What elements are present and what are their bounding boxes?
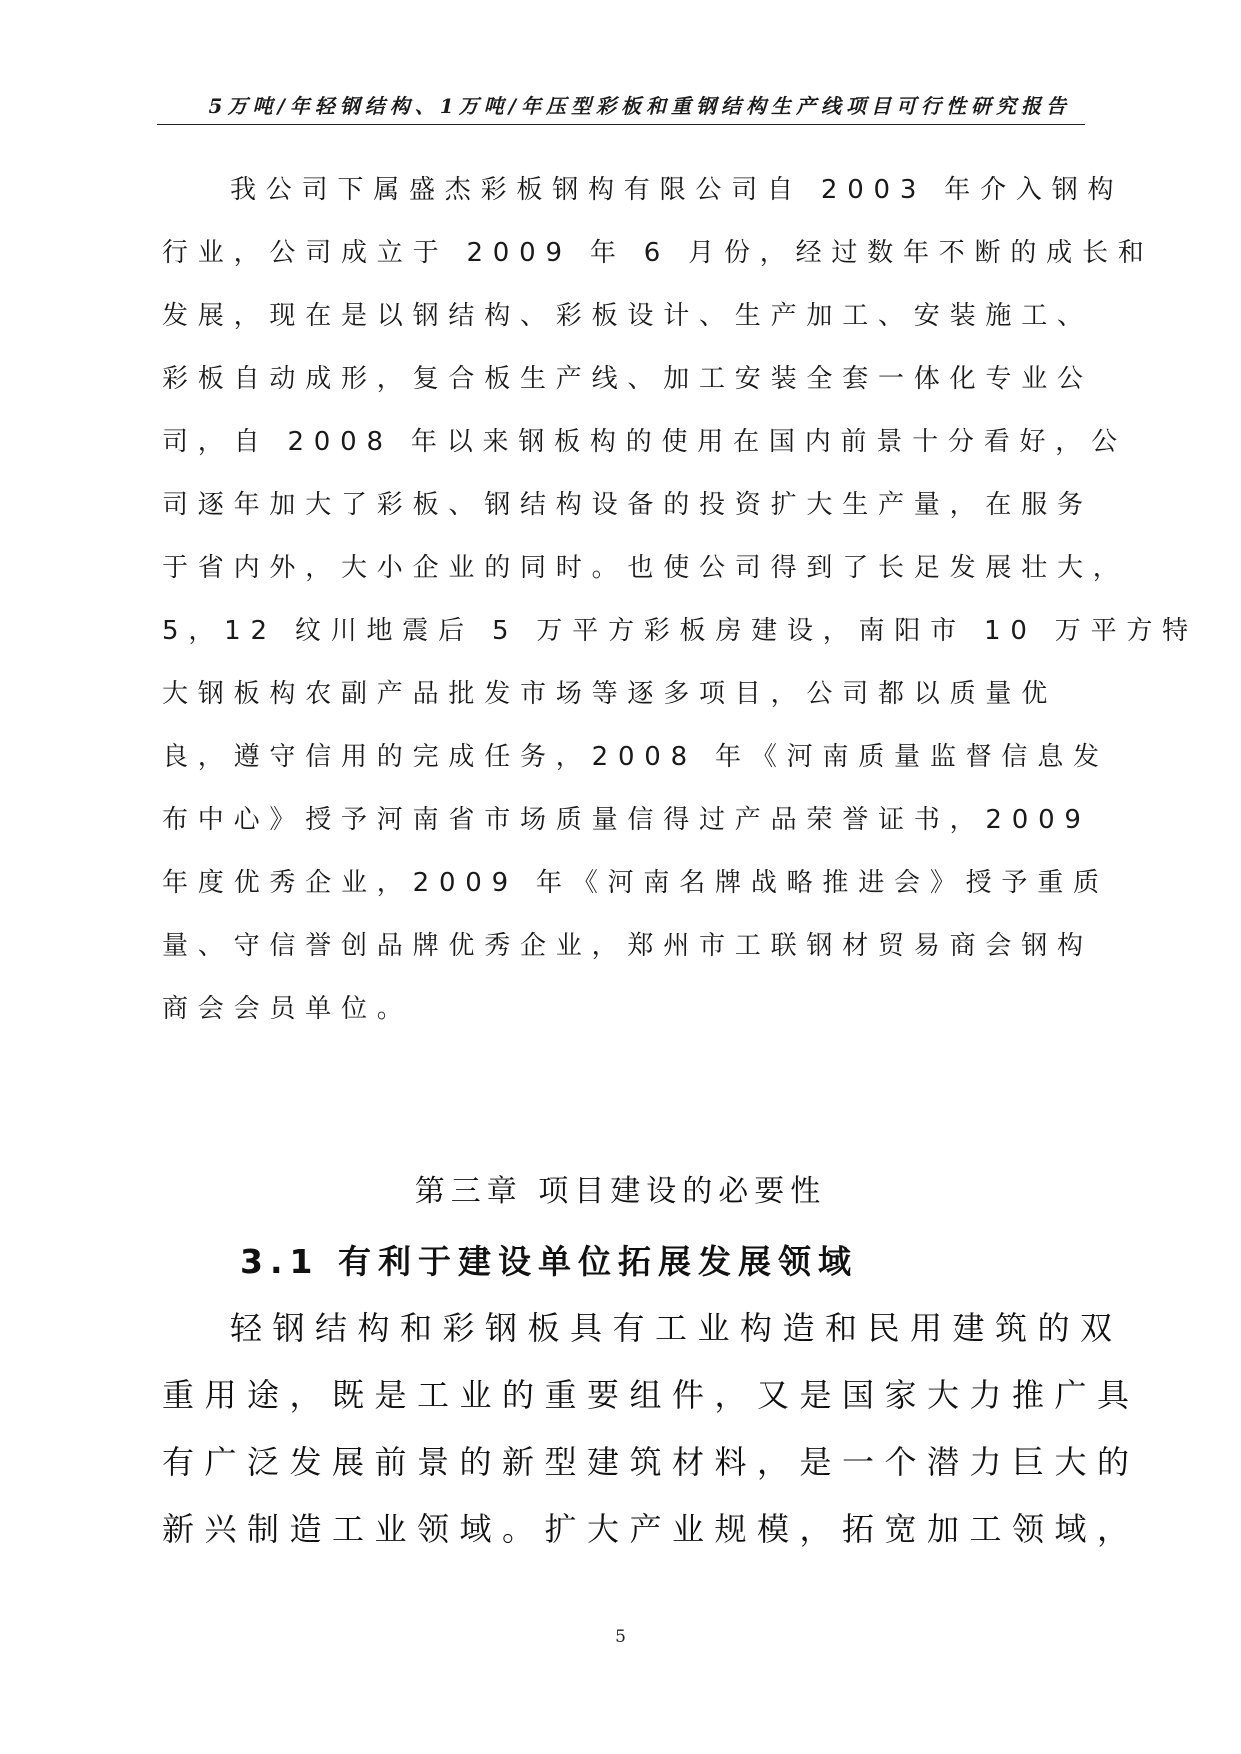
paragraph-line: 年度优秀企业，2009 年《河南名牌战略推进会》授予重质 xyxy=(162,868,1109,898)
chapter-heading: 第三章 项目建设的必要性 xyxy=(414,1174,827,1209)
section-heading: 3.1 有利于建设单位拓展发展领域 xyxy=(240,1242,858,1281)
paragraph-line: 行业，公司成立于 2009 年 6 月份，经过数年不断的成长和 xyxy=(162,238,1154,268)
paragraph-line: 司逐年加大了彩板、钢结构设备的投资扩大生产量，在服务 xyxy=(162,490,1093,520)
header-title: 5万吨/年轻钢结构、1万吨/年压型彩板和重钢结构生产线项目可行性研究报告 xyxy=(208,94,1071,118)
paragraph-line: 大钢板构农副产品批发市场等逐多项目，公司都以质量优 xyxy=(162,679,1058,709)
paragraph-line: 5，12 纹川地震后 5 万平方彩板房建设，南阳市 10 万平方特 xyxy=(162,616,1198,646)
paragraph-line: 有广泛发展前景的新型建筑材料，是一个潜力巨大的 xyxy=(162,1443,1140,1481)
paragraph-line: 重用途，既是工业的重要组件，又是国家大力推广具 xyxy=(162,1376,1140,1414)
page-number: 5 xyxy=(615,1627,626,1647)
paragraph-line: 商会会员单位。 xyxy=(162,994,413,1024)
paragraph-line: 良，遵守信用的完成任务，2008 年《河南质量监督信息发 xyxy=(162,742,1109,772)
paragraph-line: 量、守信誉创品牌优秀企业，郑州市工联钢材贸易商会钢构 xyxy=(162,931,1093,961)
page-header xyxy=(157,84,1085,125)
paragraph-line: 于省内外，大小企业的同时。也使公司得到了长足发展壮大， xyxy=(162,553,1129,583)
paragraph-line: 新兴制造工业领域。扩大产业规模，拓宽加工领域， xyxy=(162,1510,1140,1548)
paragraph-line: 我公司下属盛杰彩板钢构有限公司自 2003 年介入钢构 xyxy=(230,175,1124,205)
paragraph-line: 彩板自动成形，复合板生产线、加工安装全套一体化专业公 xyxy=(162,364,1093,394)
paragraph-line: 发展，现在是以钢结构、彩板设计、生产加工、安装施工、 xyxy=(162,301,1093,331)
paragraph-line: 司，自 2008 年以来钢板构的使用在国内前景十分看好，公 xyxy=(162,427,1127,457)
paragraph-line: 布中心》授予河南省市场质量信得过产品荣誉证书，2009 xyxy=(162,805,1091,835)
paragraph-line: 轻钢结构和彩钢板具有工业构造和民用建筑的双 xyxy=(230,1309,1123,1347)
